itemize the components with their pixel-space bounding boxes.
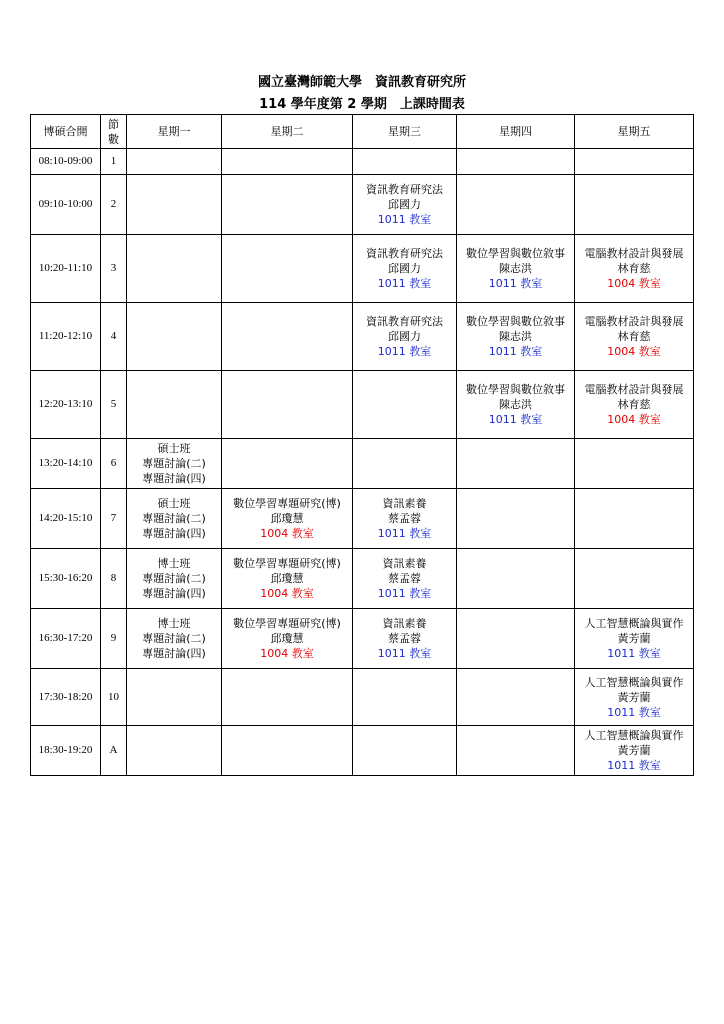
course-name: 數位學習與數位敘事 [466, 383, 565, 396]
course-name: 博士班 [157, 557, 191, 570]
instructor-name: 蔡孟蓉 [388, 572, 421, 585]
classroom-label: 1011 教室 [488, 277, 543, 290]
classroom-label: 1004 教室 [607, 345, 661, 358]
time-cell: 12:20-13:10 [31, 371, 101, 439]
table-row [31, 149, 694, 175]
instructor-name: 邱國力 [388, 198, 421, 211]
course-cell [222, 175, 353, 235]
course-cell [222, 371, 353, 439]
period-cell: 7 [101, 489, 127, 549]
course-cell [457, 489, 575, 549]
course-cell [127, 303, 222, 371]
instructor-name: 黃芳蘭 [617, 744, 651, 757]
period-cell: 3 [101, 235, 127, 303]
course-cell [222, 303, 353, 371]
instructor-name: 專題討論(二) [142, 632, 206, 645]
page-title: 國立臺灣師範大學 資訊教育研究所 [257, 75, 466, 90]
classroom-label: 1004 教室 [607, 277, 661, 290]
table-row [31, 303, 694, 371]
course-cell [457, 149, 575, 175]
course-cell [457, 609, 575, 669]
table-row [31, 549, 694, 609]
time-cell: 10:20-11:10 [31, 235, 101, 303]
schedule-table [30, 114, 694, 776]
table-row [31, 726, 694, 776]
course-name: 資訊素養 [382, 617, 427, 630]
table-row [31, 669, 694, 726]
period-cell: 5 [101, 371, 127, 439]
time-cell: 13:20-14:10 [31, 439, 101, 489]
course-name: 人工智慧概論與實作 [584, 729, 684, 742]
period-cell: 4 [101, 303, 127, 371]
course-cell [353, 726, 457, 776]
instructor-name: 黃芳蘭 [617, 690, 651, 704]
course-cell [457, 235, 575, 303]
time-cell: 17:30-18:20 [31, 669, 101, 726]
course-cell [575, 549, 694, 609]
time-cell: 14:20-15:10 [31, 489, 101, 549]
course-name: 碩士班 [157, 497, 191, 510]
course-cell [353, 303, 457, 371]
course-cell [575, 371, 694, 439]
classroom-label: 1011 教室 [607, 759, 661, 772]
classroom-label: 1011 教室 [377, 213, 432, 226]
course-cell [575, 726, 694, 776]
instructor-name: 陳志洪 [499, 398, 532, 411]
table-row [31, 439, 694, 489]
table-row [31, 371, 694, 439]
course-name: 資訊教育研究法 [366, 315, 443, 328]
instructor-name: 蔡孟蓉 [388, 632, 421, 645]
classroom-label: 1004 教室 [260, 587, 314, 600]
course-cell [127, 549, 222, 609]
course-cell [353, 149, 457, 175]
course-cell [457, 439, 575, 489]
course-cell [222, 149, 353, 175]
instructor-name: 邱國力 [388, 330, 421, 343]
classroom-label: 1011 教室 [377, 647, 432, 660]
time-cell: 08:10-09:00 [31, 149, 101, 175]
header-day: 星期五 [575, 115, 694, 149]
course-cell [222, 235, 353, 303]
classroom-label: 1011 教室 [607, 705, 661, 719]
course-cell [222, 609, 353, 669]
course-name: 資訊素養 [382, 557, 427, 570]
header-day: 星期三 [353, 115, 457, 149]
classroom-label: 1011 教室 [377, 527, 432, 540]
course-name: 人工智慧概論與實作 [584, 617, 684, 630]
instructor-name: 陳志洪 [499, 262, 532, 275]
course-cell [127, 175, 222, 235]
course-cell [127, 726, 222, 776]
course-cell [457, 549, 575, 609]
header-day: 星期一 [127, 115, 222, 149]
course-cell [353, 371, 457, 439]
course-cell [353, 175, 457, 235]
course-cell [575, 609, 694, 669]
course-name: 數位學習專題研究(博) [233, 617, 341, 630]
course-cell [222, 726, 353, 776]
table-row [31, 489, 694, 549]
classroom-label: 1011 教室 [488, 345, 543, 358]
course-cell [127, 371, 222, 439]
instructor-name: 邱瓊慧 [270, 632, 304, 645]
course-cell [353, 609, 457, 669]
course-name: 資訊教育研究法 [366, 247, 443, 260]
instructor-name: 專題討論(二) [142, 572, 206, 585]
instructor-name: 林育慈 [617, 398, 651, 411]
table-row [31, 235, 694, 303]
course-name: 資訊素養 [382, 497, 427, 510]
course-cell [457, 371, 575, 439]
course-cell [353, 439, 457, 489]
period-cell: 10 [101, 669, 127, 726]
course-name: 博士班 [157, 617, 191, 630]
table-row [31, 609, 694, 669]
header-row [31, 115, 694, 149]
time-cell: 15:30-16:20 [31, 549, 101, 609]
instructor-name: 林育慈 [617, 330, 651, 343]
header-time: 博碩合開 [31, 115, 101, 149]
course-name: 數位學習與數位敘事 [466, 315, 565, 328]
course-cell [457, 303, 575, 371]
classroom-label: 1011 教室 [607, 647, 661, 660]
header-period [101, 115, 127, 149]
course-name: 電腦教材設計與發展 [584, 247, 684, 260]
course-cell [127, 669, 222, 726]
instructor-name: 林育慈 [617, 262, 651, 275]
course-cell [575, 175, 694, 235]
course-cell [457, 669, 575, 726]
course-cell [457, 726, 575, 776]
course-cell [575, 235, 694, 303]
course-cell [575, 303, 694, 371]
course-cell [127, 609, 222, 669]
course-cell [222, 489, 353, 549]
header-period-line1: 節 [108, 117, 119, 131]
course-line: 專題討論(四) [142, 472, 206, 485]
time-cell: 16:30-17:20 [31, 609, 101, 669]
classroom-label: 1004 教室 [260, 527, 314, 540]
course-cell [127, 439, 222, 489]
classroom-label: 1011 教室 [488, 413, 543, 426]
time-cell: 09:10-10:00 [31, 175, 101, 235]
instructor-name: 邱瓊慧 [270, 572, 304, 585]
period-cell: A [101, 726, 127, 776]
page-subtitle: 114 學年度第 2 學期 上課時間表 [259, 97, 465, 112]
course-cell [127, 235, 222, 303]
course-cell [127, 149, 222, 175]
course-name: 碩士班 [157, 442, 191, 455]
course-line: 專題討論(四) [142, 647, 206, 660]
time-cell: 18:30-19:20 [31, 726, 101, 776]
period-cell: 9 [101, 609, 127, 669]
classroom-label: 1011 教室 [377, 277, 432, 290]
course-cell [575, 489, 694, 549]
time-cell: 11:20-12:10 [31, 303, 101, 371]
course-cell [222, 439, 353, 489]
header-day: 星期四 [457, 115, 575, 149]
instructor-name: 蔡孟蓉 [388, 512, 421, 525]
period-cell: 1 [101, 149, 127, 175]
course-name: 電腦教材設計與發展 [584, 383, 684, 396]
course-cell [222, 549, 353, 609]
period-cell: 8 [101, 549, 127, 609]
classroom-label: 1011 教室 [377, 587, 432, 600]
header-period-line2: 數 [108, 132, 119, 146]
instructor-name: 陳志洪 [499, 330, 532, 343]
instructor-name: 邱瓊慧 [270, 512, 304, 525]
course-name: 資訊教育研究法 [366, 183, 443, 196]
course-cell [575, 149, 694, 175]
course-cell [353, 235, 457, 303]
instructor-name: 黃芳蘭 [617, 632, 651, 645]
course-cell [222, 669, 353, 726]
course-line: 專題討論(四) [142, 587, 206, 600]
period-cell: 6 [101, 439, 127, 489]
instructor-name: 專題討論(二) [142, 512, 206, 525]
course-line: 專題討論(四) [142, 527, 206, 540]
header-day: 星期二 [222, 115, 353, 149]
course-cell [127, 489, 222, 549]
course-cell [457, 175, 575, 235]
table-row [31, 175, 694, 235]
course-name: 數位學習專題研究(博) [233, 557, 341, 570]
classroom-label: 1004 教室 [260, 647, 314, 660]
course-name: 數位學習與數位敘事 [466, 247, 565, 260]
course-cell [575, 669, 694, 726]
instructor-name: 邱國力 [388, 262, 421, 275]
classroom-label: 1004 教室 [607, 413, 661, 426]
course-name: 數位學習專題研究(博) [233, 497, 341, 510]
course-cell [575, 439, 694, 489]
classroom-label: 1011 教室 [377, 345, 432, 358]
instructor-name: 專題討論(二) [142, 457, 206, 470]
course-name: 人工智慧概論與實作 [584, 675, 684, 689]
course-cell [353, 549, 457, 609]
course-cell [353, 669, 457, 726]
period-cell: 2 [101, 175, 127, 235]
schedule-body [31, 149, 694, 776]
course-name: 電腦教材設計與發展 [584, 315, 684, 328]
course-cell [353, 489, 457, 549]
